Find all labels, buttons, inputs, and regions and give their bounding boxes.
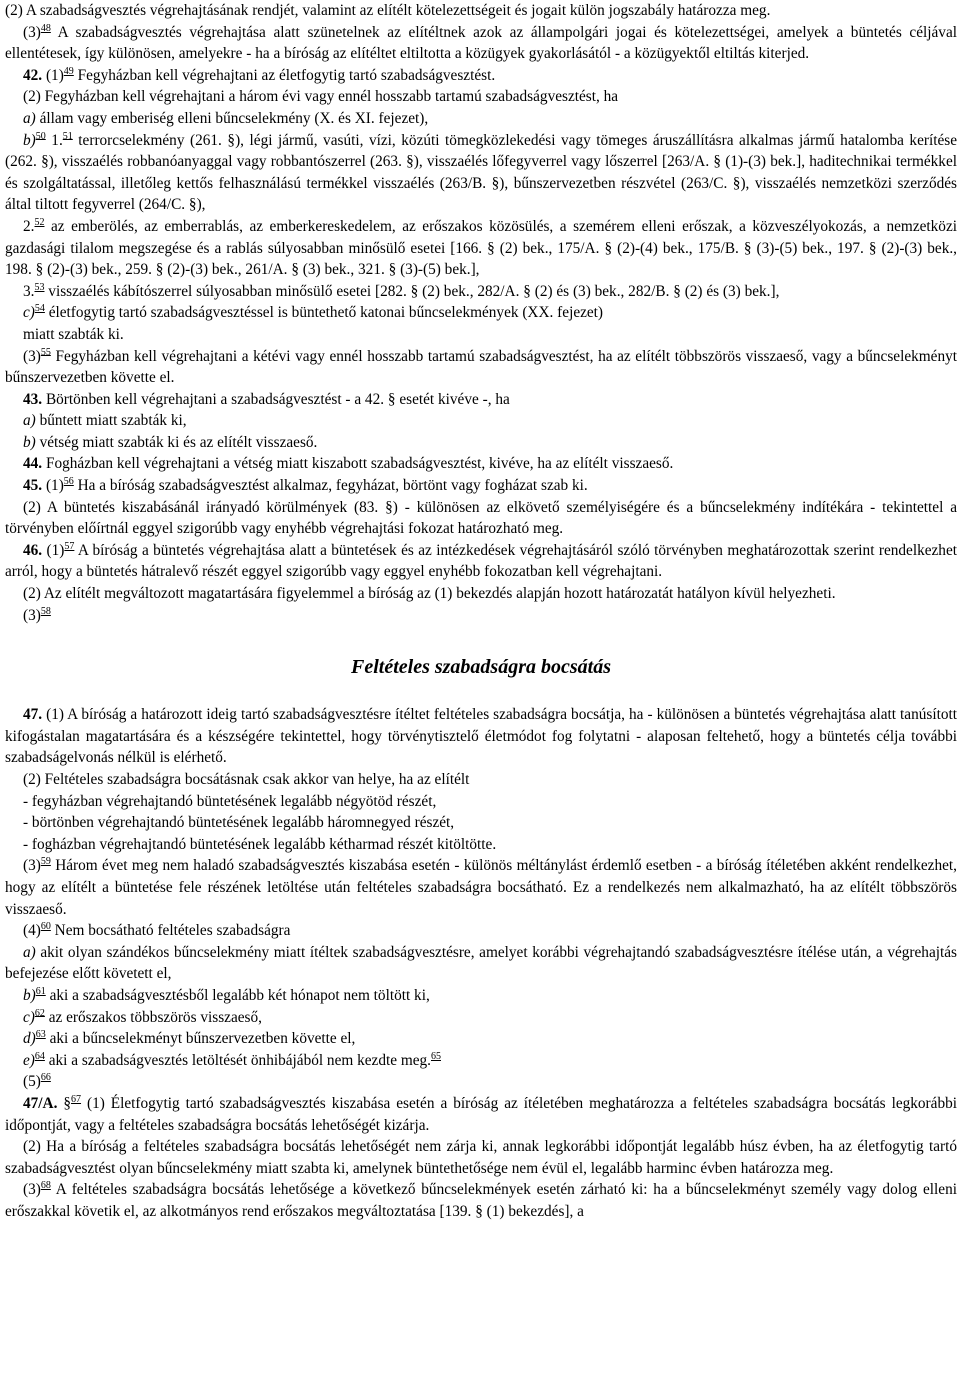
paragraph (5, 920, 957, 942)
text: 2. (23, 217, 35, 235)
list-letter: a) (23, 412, 36, 430)
footnote-ref[interactable]: 51 (62, 130, 73, 142)
section-number: 47. (23, 706, 43, 724)
paragraph (5, 302, 957, 324)
text: akit olyan szándékos bűncselekmény miatt ítéltek szabadságvesztésre, amelyet korábbi végrehajtandó szabadságvesztésre ítélése után, a végrehajtás befejezése előtt követett el, (5, 943, 957, 983)
text: Fogházban kell végrehajtani a vétség miatt kiszabott szabadságvesztést, kivéve, ha az elítélt visszaeső. (42, 455, 674, 473)
section-number: 44. (23, 455, 43, 473)
paragraph (5, 769, 957, 791)
footnote-ref[interactable]: 66 (40, 1072, 51, 1084)
text: aki a bűncselekményt bűnszervezetben követte el, (45, 1030, 356, 1048)
text: Három évet meg nem haladó szabadságvesztés kiszabása esetén - különös méltánylást érdemlő esetben - a bíróság ítéletében akként rendelkezhet, hogy az elítélt a büntetése fele részének letöltése után feltételes szabadságra bocsátható. Ez a rendelkezés nem alkalmazható, ha az elítélt többszörös visszaeső. (5, 857, 957, 918)
footnote-ref[interactable]: 60 (40, 921, 51, 933)
footnote-ref[interactable]: 57 (64, 540, 75, 552)
text: terrorcselekmény (261. §), légi jármű, vasúti, vízi, közúti tömegközlekedési vagy tömeges áruszállításra alkalmas jármű hatalomba kerítése (262. §), visszaélés robbanóanyaggal vagy robbantószerrel (263. §), visszaélés lőfegyverrel vagy lőszerrel [263/A. § (1)-(3) bek.], haditechnikai termékkel és szolgáltatással, illetőleg kettős felhasználású termékkel visszaélés (263/B. §), bűnszervezetben részvétel (263/C. §), visszaélés nemzetközi szerződés által tiltott fegyverrel (264/C. §), (5, 131, 957, 214)
paragraph (5, 281, 957, 303)
section-number: 46. (23, 541, 43, 559)
text: (2) Ha a bíróság a feltételes szabadságra bocsátás lehetőségét nem zárja ki, annak legkorábbi időpontját legalább húsz évben, ha az életfogytig tartó szabadságvesztést olyan bűncselekmény miatt szabta ki, amelynek büntethetősége nem évül el, legalább harminc évben határozza meg. (5, 1138, 957, 1177)
paragraph (5, 346, 957, 389)
list-letter: a) (23, 943, 36, 961)
paragraph (5, 812, 957, 834)
section-number: 43. (23, 390, 43, 408)
list-letter: b) (23, 986, 36, 1004)
paragraph (5, 583, 957, 605)
text: Börtönben kell végrehajtani a szabadságvesztést - a 42. § esetét kivéve -, ha (42, 390, 510, 408)
footnote-ref[interactable]: 50 (35, 130, 46, 142)
paragraph (5, 1093, 957, 1136)
section-number: 45. (23, 477, 43, 495)
paragraph (5, 216, 957, 281)
text: (2) A szabadságvesztés végrehajtásának rendjét, valamint az elítélt kötelezettségeit és jogait külön jogszabály határozza meg. (5, 2, 771, 19)
text: (1) A bíróság a határozott ideig tartó szabadságvesztésre ítéltet feltételes szabadságra bocsátja, ha - különösen a büntetés végrehajtása alatt tanúsított kifogástalan magatartására és a készségére tekintettel, hogy törvénytisztelő életmódot fog folytatni - alaposan feltehető, hogy a büntetés célja további szabadságelvonás nélkül is elérhető. (5, 706, 957, 767)
footnote-ref[interactable]: 62 (34, 1007, 45, 1019)
paragraph (5, 0, 957, 22)
text: Nem bocsátható feltételes szabadságra (50, 922, 291, 940)
footnote-ref[interactable]: 63 (35, 1029, 46, 1041)
text: az erőszakos többszörös visszaeső, (44, 1008, 262, 1026)
footnote-ref[interactable]: 53 (34, 281, 45, 293)
footnote-ref[interactable]: 68 (40, 1180, 51, 1192)
text: 3. (23, 282, 35, 300)
paragraph (5, 22, 957, 65)
footnote-ref[interactable]: 54 (34, 303, 45, 315)
text: (3) (23, 1181, 41, 1199)
paragraph (5, 324, 957, 346)
paragraph (5, 1071, 957, 1093)
text: (2) Fegyházban kell végrehajtani a három évi vagy ennél hosszabb tartamú szabadságvesztést, ha (23, 88, 619, 106)
text: (3) (23, 347, 41, 365)
text: (3) (23, 606, 41, 624)
paragraph (5, 834, 957, 856)
text: vétség miatt szabták ki és az elítélt visszaeső. (35, 433, 318, 451)
footnote-ref[interactable]: 56 (63, 475, 74, 487)
text: (2) Az elítélt megváltozott magatartására figyelemmel a bíróság az (1) bekezdés alapján hozott határozatát hatályon kívül helyezheti. (23, 585, 836, 603)
paragraph (5, 432, 957, 454)
text: (1) (42, 66, 64, 84)
text: az emberölés, az emberrablás, az emberkereskedelem, az erőszakos közösülés, a szemérem elleni erőszak, a közveszélyokozás, a nemzetközi gazdasági tilalom megszegése és a rablás súlyosabban minősülő esetei [166. § (2) bek., 175/A. § (2)-(4) bek., 175/B. § (3)-(5) bek., 197. § (2)-(3) bek., 198. § (2)-(3) bek., 259. § (2)-(3) bek., 261/A. § (3) bek., 321. § (3)-(5) bek.], (5, 217, 957, 279)
text: állam vagy emberiség elleni bűncselekmény (X. és XI. fejezet), (35, 109, 429, 127)
list-letter: d) (23, 1030, 36, 1048)
footnote-ref[interactable]: 49 (63, 65, 74, 77)
text: (1) (42, 541, 65, 559)
paragraph (5, 453, 957, 475)
paragraph (5, 65, 957, 87)
paragraph (5, 791, 957, 813)
footnote-ref[interactable]: 67 (71, 1093, 82, 1105)
footnote-ref[interactable]: 55 (40, 346, 51, 358)
text: Fegyházban kell végrehajtani a kétévi vagy ennél hosszabb tartamú szabadságvesztést, ha az elítélt többszörös visszaeső, vagy a bűncselekményt bűnszervezetben követte el. (5, 347, 957, 387)
paragraph (5, 1007, 957, 1029)
paragraph (5, 985, 957, 1007)
section-after-title (5, 704, 957, 1222)
text: Ha a bíróság szabadságvesztést alkalmaz, fegyházat, börtönt vagy fogházat szab ki. (73, 477, 588, 495)
text: A bíróság a büntetés végrehajtása alatt a büntetések és az intézkedések végrehajtásáról szóló törvényben meghatározottak szerint rendelkezhet arról, hogy a büntetés hátralevő részét eggyel szigorúbb vagy eggyel enyhébb fokozatban kell végrehajtani. (5, 541, 957, 581)
text: (1) Életfogytig tartó szabadságvesztés kiszabása esetén a bíróság az ítéletében meghatározza a feltételes szabadságra bocsátás legkorábbi időpontját, vagy a feltételes szabadságra bocsátás lehetőségét kizárja. (5, 1094, 957, 1134)
section-title: Feltételes szabadságra bocsátás (351, 656, 611, 679)
text: (5) (23, 1073, 41, 1091)
text: visszaélés kábítószerrel súlyosabban minősülő esetei [282. § (2) bek., 282/A. § (2) és (3) bek., 282/B. § (2) és (3) bek.], (44, 282, 780, 300)
list-letter: c) (23, 304, 35, 322)
paragraph (5, 1028, 957, 1050)
list-letter: b) (23, 131, 36, 149)
text: - fegyházban végrehajtandó büntetésének legalább négyötöd részét, (23, 792, 437, 810)
text: A szabadságvesztés végrehajtása alatt szünetelnek az elítéltnek azok az állampolgári jogai és kötelezettségei, amelyek a büntetés céljával ellentétesek, így különösen, amelyekre - ha a bíróság az elítéltet eltiltotta a közügyek gyakorlásától - a közügyektől eltiltás kiterjed. (5, 23, 957, 63)
section-number: 42. (23, 66, 43, 84)
paragraph (5, 704, 957, 769)
paragraph (5, 130, 957, 216)
text: miatt szabták ki. (23, 325, 124, 343)
list-letter: b) (23, 433, 36, 451)
paragraph (5, 389, 957, 411)
footnote-ref[interactable]: 61 (35, 985, 46, 997)
list-letter: c) (23, 1008, 35, 1026)
text: (1) (42, 477, 64, 495)
text: bűntett miatt szabták ki, (35, 412, 187, 430)
footnote-ref[interactable]: 65 (431, 1050, 441, 1062)
footnote-ref[interactable]: 59 (40, 856, 51, 868)
paragraph (5, 475, 957, 497)
footnote-ref[interactable]: 52 (34, 216, 45, 228)
text: (2) A büntetés kiszabásánál irányadó körülmények (83. §) - különösen az elkövető személyiségére és a bűncselekmény indítékára - tekintettel a törvényben előírtnál eggyel szigorúbb vagy enyhébb végrehajtási fokozat határozható meg. (5, 498, 957, 538)
text: 1. (45, 131, 63, 149)
text: Fegyházban kell végrehajtani az életfogytig tartó szabadságvesztést. (73, 66, 496, 84)
paragraph (5, 540, 957, 583)
paragraph (5, 1050, 957, 1072)
paragraph (5, 1179, 957, 1222)
section-number: 47/A. (23, 1094, 58, 1112)
text: - fogházban végrehajtandó büntetésének legalább kétharmad részét kitöltötte. (23, 835, 497, 853)
footnote-ref[interactable]: 58 (40, 605, 51, 617)
text: (2) Feltételes szabadságra bocsátásnak csak akkor van helye, ha az elítélt (23, 771, 470, 788)
text: aki a szabadságvesztés letöltését önhibájából nem kezdte meg. (44, 1051, 431, 1069)
paragraph (5, 410, 957, 432)
footnote-ref[interactable]: 64 (34, 1050, 45, 1062)
paragraph (5, 1136, 957, 1179)
section-before-title (5, 0, 957, 626)
text: A feltételes szabadságra bocsátás lehetősége a következő bűncselekmények esetén zárható ki: ha a bűncselekményt személy vagy dolog elleni erőszakkal követik el, az alkotmányos rend erőszakos megváltoztatása [139. § (1) bekezdés], a (5, 1181, 957, 1220)
text: életfogytig tartó szabadságvesztéssel is büntethető katonai bűncselekmények (XX. fejezet) (44, 304, 604, 322)
paragraph (5, 497, 957, 540)
text: (3) (23, 857, 41, 875)
paragraph (5, 942, 957, 985)
text: § (57, 1094, 72, 1112)
text: - börtönben végrehajtandó büntetésének legalább háromnegyed részét, (23, 814, 455, 832)
list-letter: e) (23, 1051, 35, 1069)
footnote-ref[interactable]: 48 (40, 22, 51, 34)
text: (3) (23, 23, 41, 41)
paragraph (5, 605, 957, 627)
paragraph (5, 86, 957, 108)
paragraph (5, 108, 957, 130)
paragraph (5, 855, 957, 920)
text: aki a szabadságvesztésből legalább két hónapot nem töltött ki, (45, 986, 430, 1004)
text: (4) (23, 922, 41, 940)
list-letter: a) (23, 109, 36, 127)
